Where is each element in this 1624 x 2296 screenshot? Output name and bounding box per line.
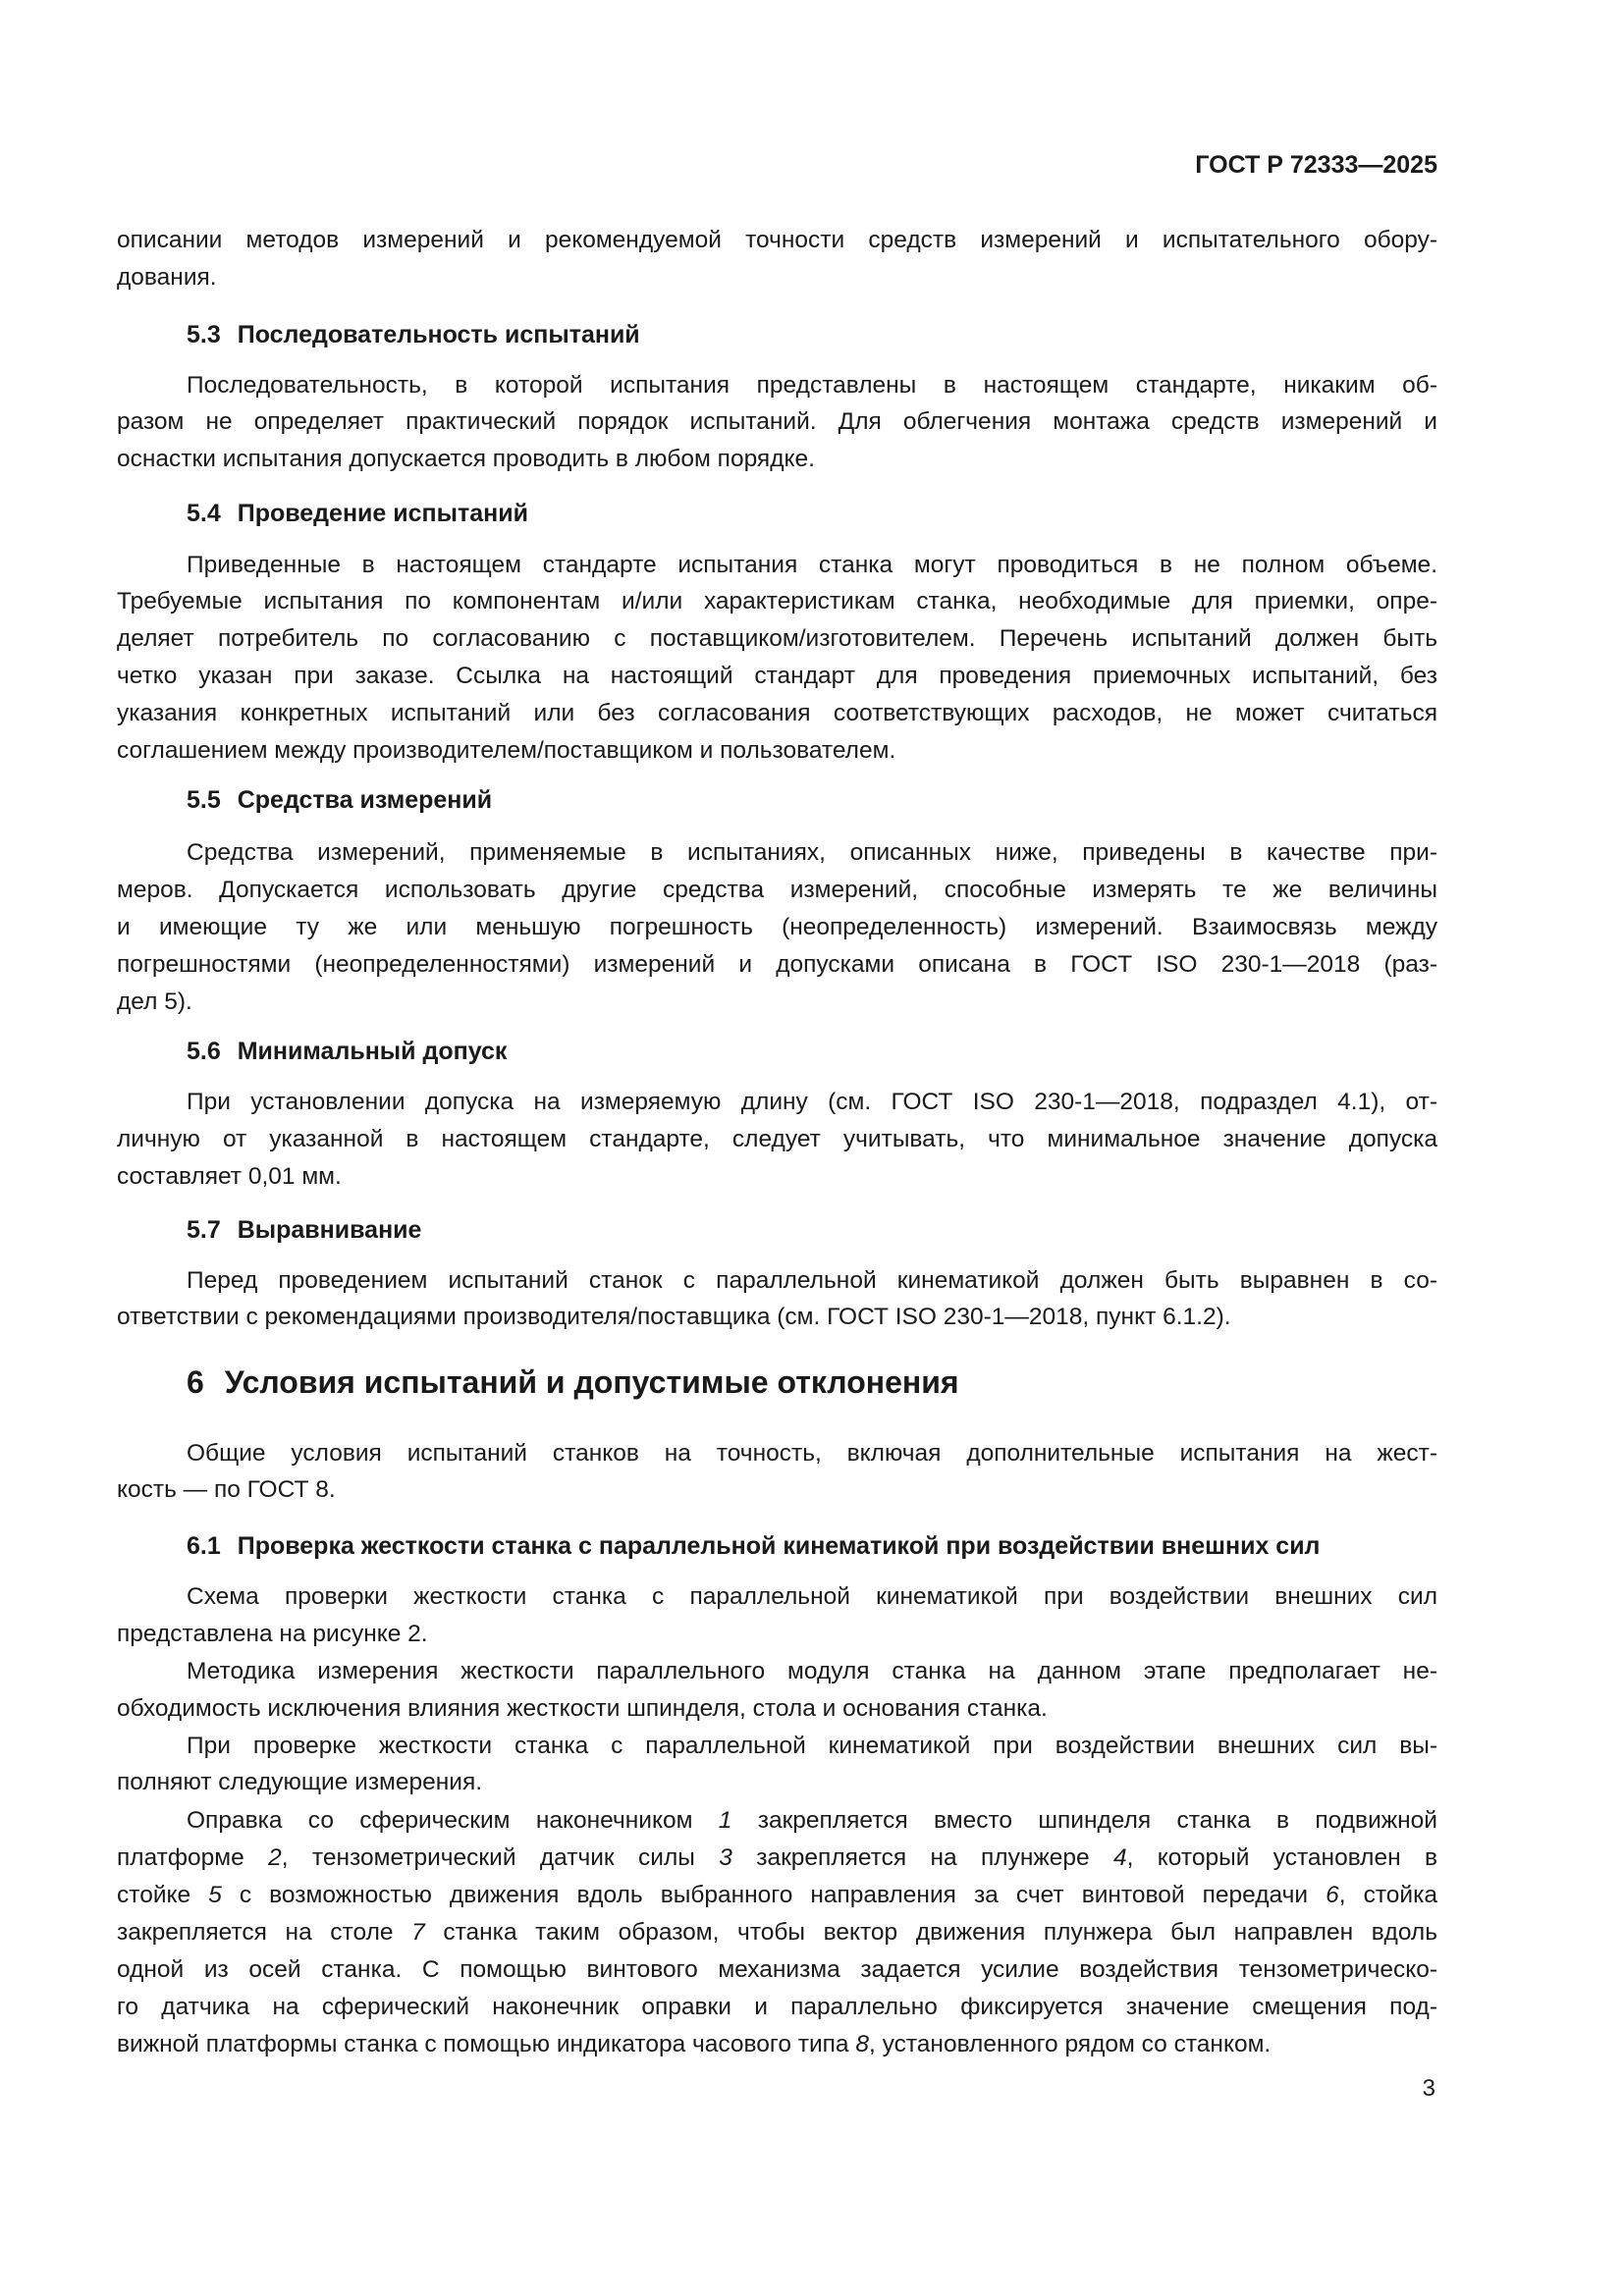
section-number: 5.3 — [187, 321, 221, 348]
text-run: стойке — [117, 1882, 209, 1908]
paragraph-line: оснастки испытания допускается проводить в любом порядке. — [117, 446, 815, 472]
text-run: платформе — [117, 1844, 269, 1871]
paragraph-line: При установлении допуска на измеряемую длину (см. ГОСТ ISO 230-1—2018, подраздел 4.1), от- — [187, 1089, 1437, 1115]
figure-ref-1: 1 — [718, 1807, 732, 1834]
section-heading-5-3 — [187, 320, 640, 349]
paragraph-line: Последовательность, в которой испытания представлены в настоящем стандарте, никаким об- — [187, 372, 1437, 399]
paragraph-line: полняют следующие измерения. — [117, 1769, 483, 1795]
section-heading-5-5 — [187, 785, 492, 815]
paragraph-line: дел 5). — [117, 988, 192, 1015]
figure-ref-6: 6 — [1326, 1882, 1339, 1908]
paragraph-line: Схема проверки жесткости станка с параллельной кинематикой при воздействии внешних сил — [187, 1583, 1437, 1610]
paragraph-line — [117, 1881, 1437, 1910]
section-number: 5.4 — [187, 500, 221, 527]
section-title: Последовательность испытаний — [237, 321, 640, 348]
paragraph-line: и имеющие ту же или меньшую погрешность (неопределенность) измерений. Взаимосвязь между — [117, 914, 1437, 940]
figure-ref-5: 5 — [208, 1882, 222, 1908]
section-number: 5.7 — [187, 1216, 221, 1244]
text-run: закрепляется вместо шпинделя станка в подвижной — [731, 1807, 1437, 1834]
section-title: Условия испытаний и допустимые отклонения — [224, 1364, 959, 1400]
paragraph-line — [117, 2030, 1437, 2059]
paragraph-line — [187, 1806, 1437, 1836]
document-id-header: ГОСТ Р 72333—2025 — [1195, 151, 1437, 179]
figure-ref-2: 2 — [268, 1844, 282, 1871]
page-number: 3 — [1422, 2075, 1435, 2102]
paragraph-line: указания конкретных испытаний или без согласования соответствующих расходов, не может считаться — [117, 700, 1437, 726]
paragraph-line: личную от указанной в настоящем стандарте, следует учитывать, что минимальное значение допуска — [117, 1126, 1437, 1152]
section-title: Средства измерений — [237, 786, 493, 814]
section-title: Проверка жесткости станка с параллельной кинематикой при воздействии внешних сил — [237, 1532, 1321, 1560]
section-number: 5.6 — [187, 1038, 221, 1065]
figure-ref-8: 8 — [855, 2031, 869, 2057]
section-heading-5-6 — [187, 1037, 507, 1066]
text-run: , который установлен в — [1126, 1844, 1437, 1871]
paragraph-line: Приведенные в настоящем стандарте испытания станка могут проводиться в не полном объеме. — [187, 552, 1437, 578]
paragraph-line: обходимость исключения влияния жесткости шпинделя, стола и основания станка. — [117, 1695, 1048, 1722]
section-title: Проведение испытаний — [237, 500, 528, 527]
paragraph-line: составляет 0,01 мм. — [117, 1163, 342, 1190]
section-number: 5.5 — [187, 786, 221, 814]
paragraph-line: меров. Допускается использовать другие средства измерений, способные измерять те же величины — [117, 877, 1437, 903]
paragraph-line: Требуемые испытания по компонентам и/или характеристикам станка, необходимые для приемки, опре- — [117, 588, 1437, 614]
paragraph-line: погрешностями (неопределенностями) измерений и допусками описана в ГОСТ ISO 230-1—2018 (раз- — [117, 951, 1437, 978]
section-heading-6-1 — [187, 1531, 1320, 1561]
paragraph-line: представлена на рисунке 2. — [117, 1621, 428, 1647]
section-heading-6 — [187, 1364, 959, 1400]
section-number: 6 — [187, 1364, 204, 1400]
text-run: закрепляется на плунжере — [731, 1844, 1113, 1871]
paragraph-line: соглашением между производителем/поставщиком и пользователем. — [117, 737, 896, 764]
paragraph-line — [117, 1918, 1437, 1948]
paragraph-line: ответствии с рекомендациями производителя/поставщика (см. ГОСТ ISO 230-1—2018, пункт 6.1.2). — [117, 1304, 1231, 1330]
paragraph-line: описании методов измерений и рекомендуемой точности средств измерений и испытательного обору- — [117, 227, 1437, 253]
text-run: с возможностью движения вдоль выбранного направления за счет винтовой передачи — [221, 1882, 1326, 1908]
paragraph-line: одной из осей станка. С помощью винтового механизма задается усилие воздействия тензометрическо- — [117, 1956, 1437, 1983]
text-run: , стойка — [1338, 1882, 1437, 1908]
paragraph-line: При проверке жесткости станка с параллельной кинематикой при воздействии внешних сил вы- — [187, 1733, 1437, 1759]
paragraph-line — [117, 1843, 1437, 1873]
text-run: вижной платформы станка с помощью индикатора часового типа — [117, 2031, 856, 2057]
section-heading-5-4 — [187, 499, 528, 528]
text-run: , установленного рядом со станком. — [869, 2031, 1272, 2057]
paragraph-line: го датчика на сферический наконечник оправки и параллельно фиксируется значение смещения под- — [117, 1994, 1437, 2020]
text-run: Оправка со сферическим наконечником — [187, 1807, 719, 1834]
text-run: станка таким образом, чтобы вектор движения плунжера был направлен вдоль — [424, 1919, 1437, 1946]
text-run: , тензометрический датчик силы — [281, 1844, 720, 1871]
paragraph-line: дования. — [117, 264, 217, 291]
figure-ref-7: 7 — [411, 1919, 425, 1946]
figure-ref-4: 4 — [1113, 1844, 1127, 1871]
paragraph-line: кость — по ГОСТ 8. — [117, 1476, 336, 1503]
text-run: закрепляется на столе — [117, 1919, 412, 1946]
paragraph-line: Перед проведением испытаний станок с параллельной кинематикой должен быть выравнен в со- — [187, 1267, 1437, 1294]
paragraph-line: разом не определяет практический порядок испытаний. Для облегчения монтажа средств измерений и — [117, 408, 1437, 435]
figure-ref-3: 3 — [719, 1844, 732, 1871]
paragraph-line: четко указан при заказе. Ссылка на настоящий стандарт для проведения приемочных испытаний, без — [117, 663, 1437, 689]
section-number: 6.1 — [187, 1532, 221, 1560]
paragraph-line: деляет потребитель по согласованию с поставщиком/изготовителем. Перечень испытаний должен быть — [117, 625, 1437, 652]
section-heading-5-7 — [187, 1215, 421, 1245]
paragraph-line: Методика измерения жесткости параллельного модуля станка на данном этапе предполагает не- — [187, 1658, 1437, 1684]
section-title: Выравнивание — [237, 1216, 422, 1244]
paragraph-line: Средства измерений, применяемые в испытаниях, описанных ниже, приведены в качестве при- — [187, 839, 1437, 866]
paragraph-line: Общие условия испытаний станков на точность, включая дополнительные испытания на жест- — [187, 1440, 1437, 1467]
section-title: Минимальный допуск — [237, 1038, 508, 1065]
